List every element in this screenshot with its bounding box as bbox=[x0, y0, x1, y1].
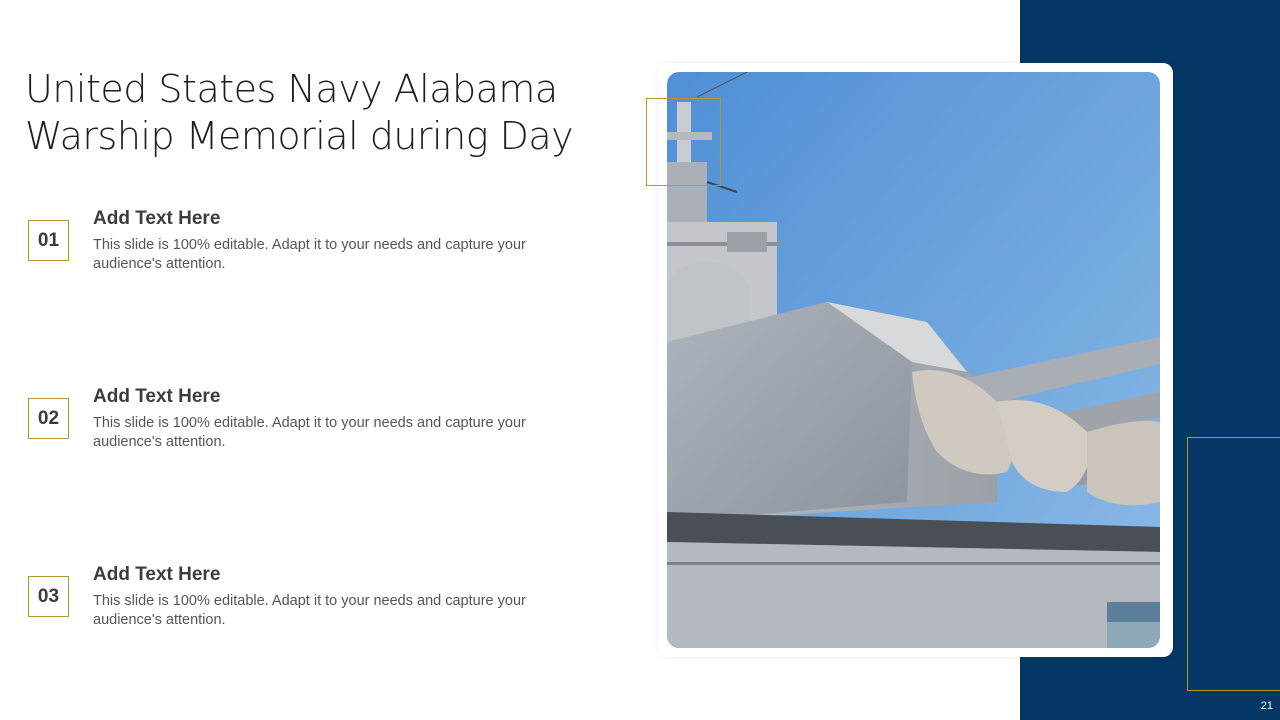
item-number-badge: 01 bbox=[28, 220, 69, 261]
decorative-gold-frame-small bbox=[646, 98, 721, 186]
item-heading: Add Text Here bbox=[93, 386, 221, 407]
slide-title-line-1: United States Navy Alabama bbox=[25, 67, 558, 111]
item-heading: Add Text Here bbox=[93, 564, 221, 585]
battleship-illustration bbox=[667, 72, 1160, 648]
item-heading: Add Text Here bbox=[93, 208, 221, 229]
page-number: 21 bbox=[1260, 700, 1273, 712]
slide-title-line-2: Warship Memorial during Day bbox=[25, 114, 574, 158]
slide-title bbox=[25, 66, 625, 160]
item-description: This slide is 100% editable. Adapt it to your needs and capture your audience's attention. bbox=[93, 593, 526, 628]
battleship-photo bbox=[667, 72, 1160, 648]
decorative-gold-frame bbox=[1187, 437, 1280, 691]
item-description: This slide is 100% editable. Adapt it to your needs and capture your audience's attention. bbox=[93, 237, 526, 272]
item-number-badge: 02 bbox=[28, 398, 69, 439]
item-description: This slide is 100% editable. Adapt it to your needs and capture your audience's attention. bbox=[93, 415, 526, 450]
item-number-badge: 03 bbox=[28, 576, 69, 617]
